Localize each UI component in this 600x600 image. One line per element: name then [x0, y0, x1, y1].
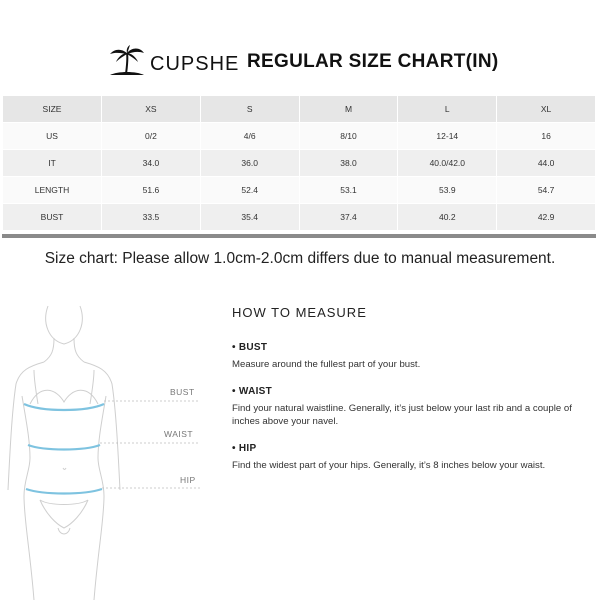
measure-item-bust [232, 342, 598, 372]
table-cell: 12-14 [398, 123, 497, 150]
measure-item-waist [232, 386, 598, 429]
measurement-note: Size chart: Please allow 1.0cm-2.0cm differs due to manual measurement. [44, 250, 556, 267]
table-cell: 52.4 [200, 177, 299, 204]
page-title: REGULAR SIZE CHART(IN) [247, 51, 499, 72]
column-header: SIZE [3, 96, 102, 123]
table-cell: 54.7 [497, 177, 596, 204]
brand-name: CUPSHE [150, 53, 240, 75]
table-header-row [3, 96, 596, 123]
table-cell: 37.4 [299, 204, 398, 231]
size-table [2, 95, 596, 238]
item-title: • WAIST [232, 385, 273, 397]
table-cell: 34.0 [102, 150, 201, 177]
row-label: BUST [3, 204, 102, 231]
table-cell: 53.9 [398, 177, 497, 204]
table-cell: 51.6 [102, 177, 201, 204]
column-header: M [299, 96, 398, 123]
table-cell: 35.4 [200, 204, 299, 231]
table-cell: 0/2 [102, 123, 201, 150]
header [0, 44, 600, 84]
waist-label: WAIST [164, 429, 194, 439]
item-title: • BUST [232, 342, 268, 353]
table-cell: 8/10 [299, 123, 398, 150]
table-cell: 38.0 [299, 150, 398, 177]
table-cell: 36.0 [200, 150, 299, 177]
body-measurement-figure [0, 300, 220, 600]
table-cell: 42.9 [497, 204, 596, 231]
table-cell: 40.2 [398, 204, 497, 231]
table-row [3, 123, 596, 150]
table-row [3, 204, 596, 231]
item-description: Measure around the fullest part of your bust. [232, 359, 421, 370]
table-row [3, 177, 596, 204]
hip-label: HIP [180, 475, 196, 485]
column-header: XL [497, 96, 596, 123]
table-cell: 33.5 [102, 204, 201, 231]
section-heading: HOW TO MEASURE [232, 305, 367, 320]
bust-label: BUST [170, 387, 195, 397]
table-row [3, 150, 596, 177]
column-header: XS [102, 96, 201, 123]
how-to-measure-section [232, 305, 598, 486]
row-label: IT [3, 150, 102, 177]
item-description: Find your natural waistline. Generally, it’s just below your last rib and a couple of inches above your navel. [232, 402, 572, 427]
column-header: L [398, 96, 497, 123]
measure-item-hip [232, 443, 598, 473]
table-cell: 16 [497, 123, 596, 150]
table-cell: 40.0/42.0 [398, 150, 497, 177]
row-label: LENGTH [3, 177, 102, 204]
table-cell: 53.1 [299, 177, 398, 204]
item-title: • HIP [232, 442, 257, 454]
table-cell: 4/6 [200, 123, 299, 150]
column-header: S [200, 96, 299, 123]
palm-tree-icon [106, 44, 148, 80]
item-description: Find the widest part of your hips. Generally, it’s 8 inches below your waist. [232, 459, 546, 471]
table-cell: 44.0 [497, 150, 596, 177]
row-label: US [3, 123, 102, 150]
